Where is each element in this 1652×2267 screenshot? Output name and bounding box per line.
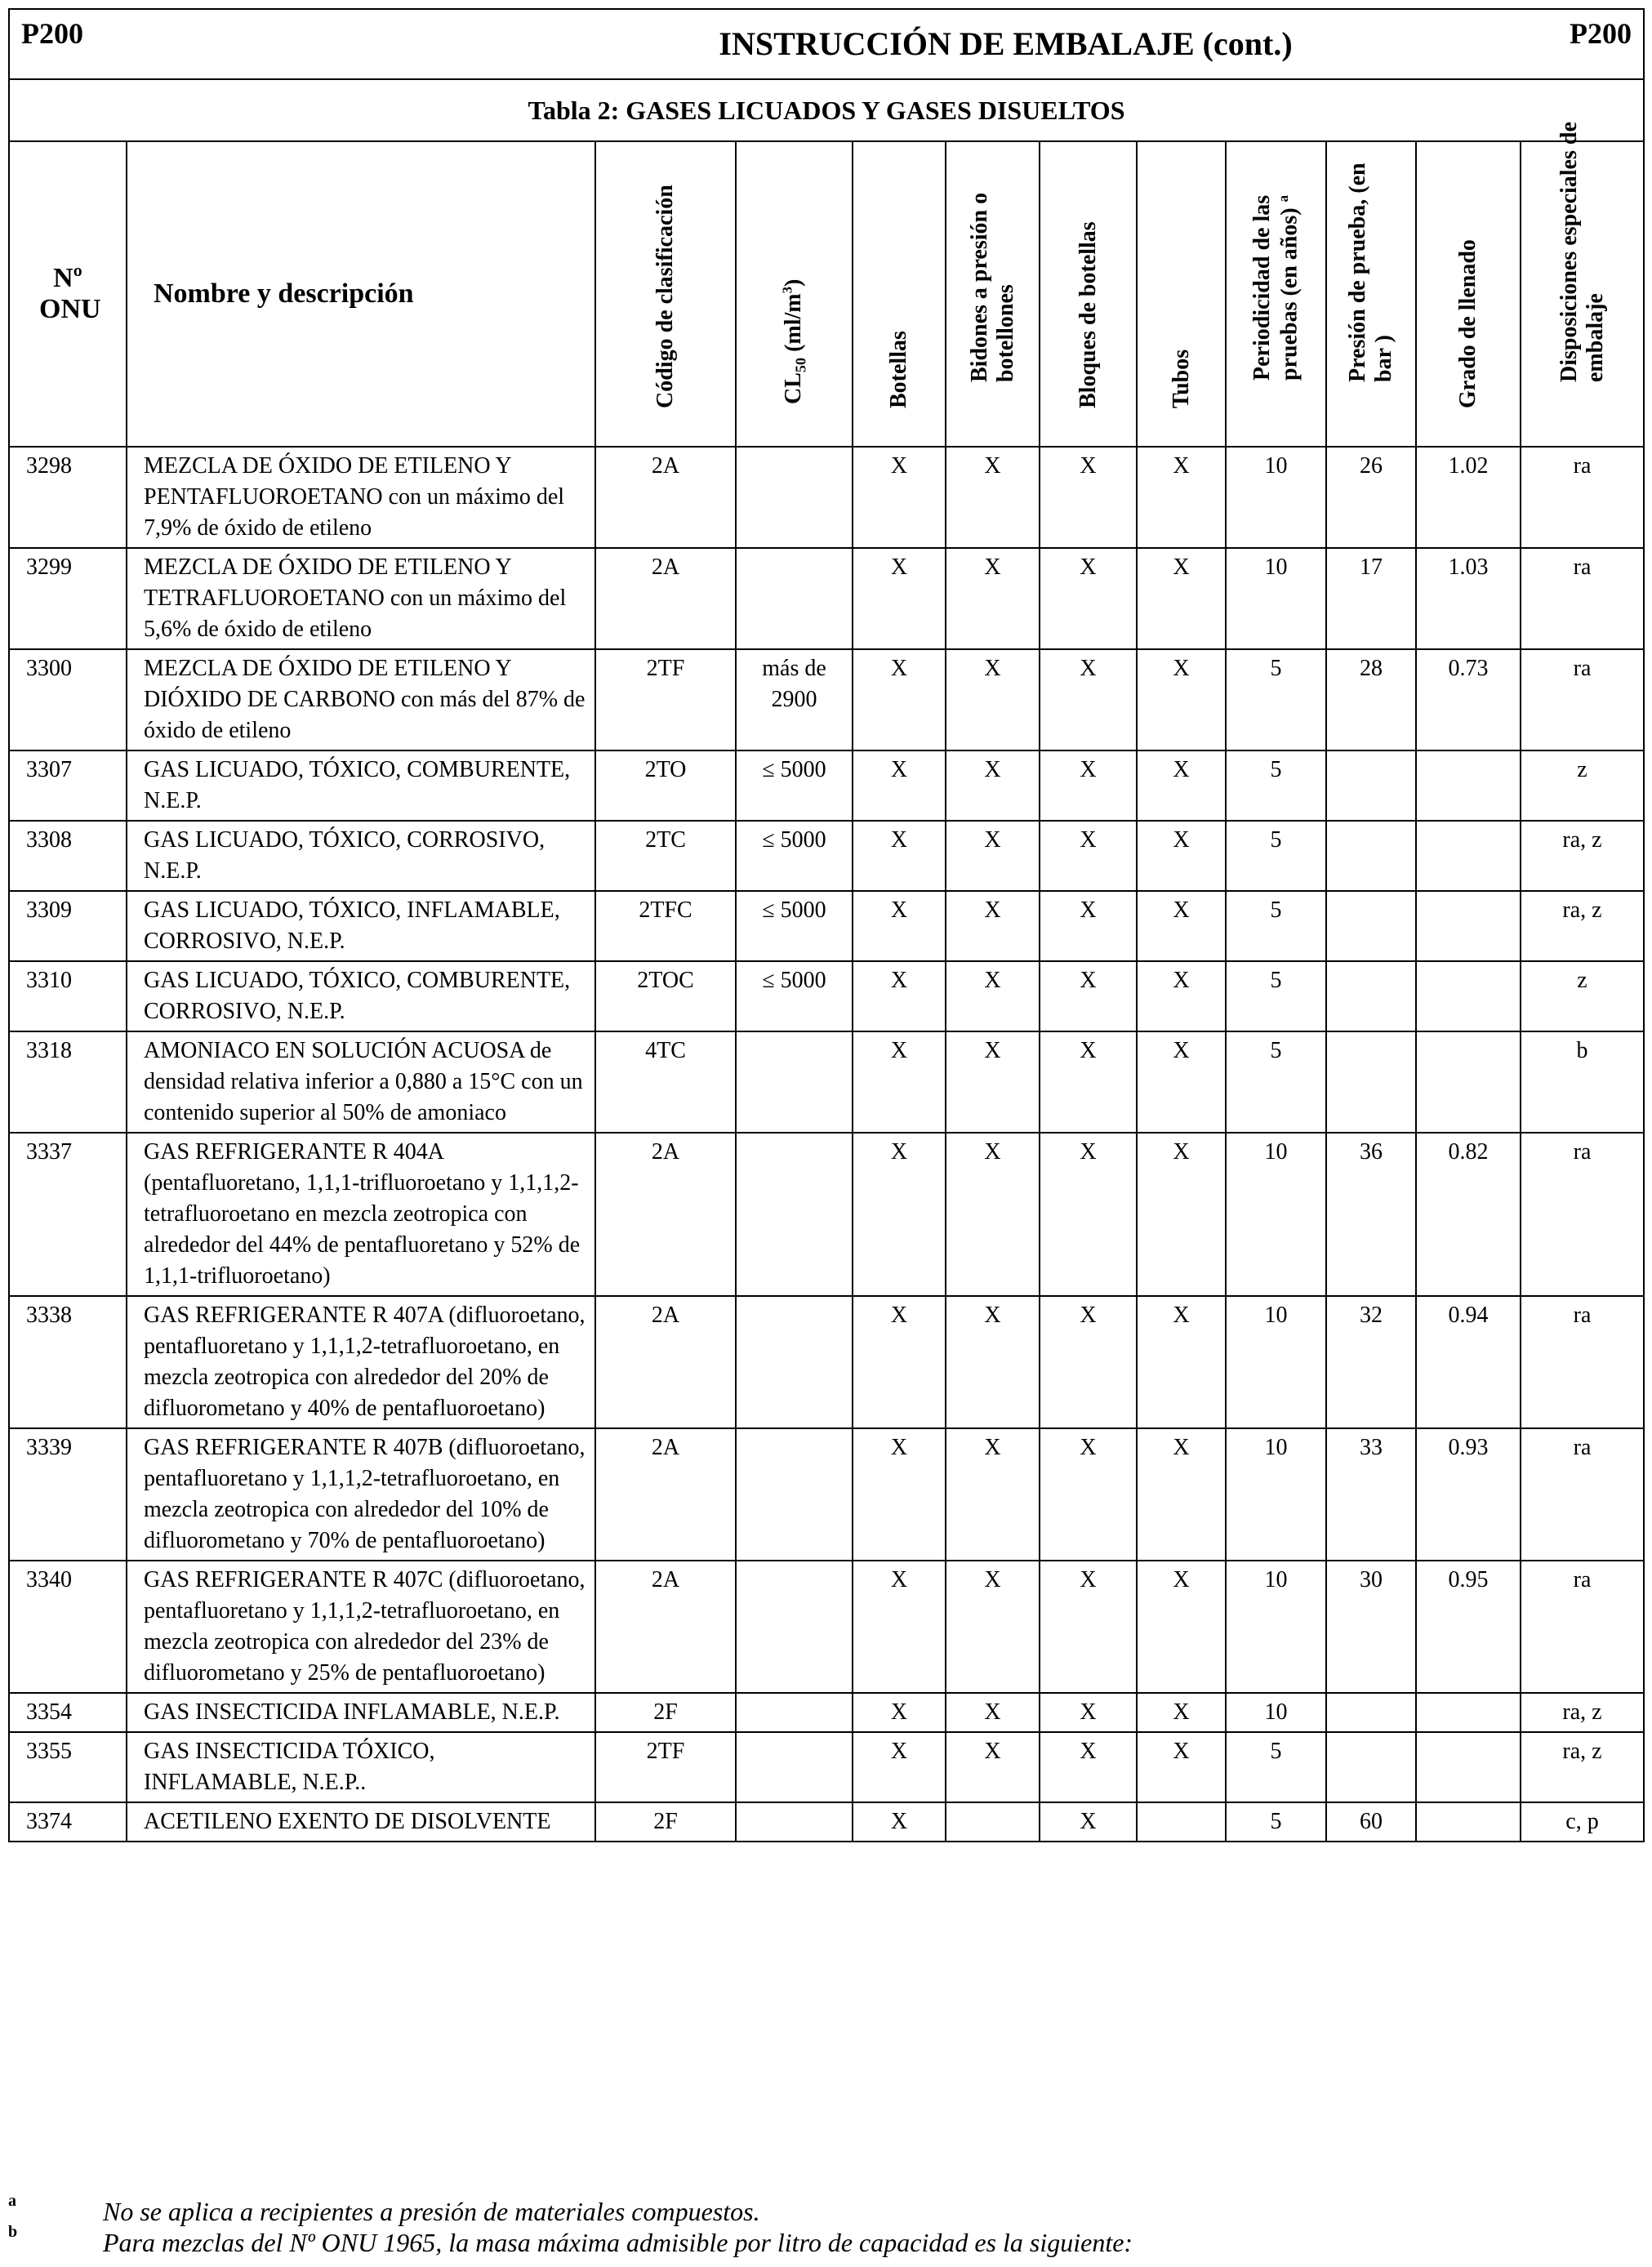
- special-provisions-cell: ra: [1521, 548, 1644, 649]
- bundles-cell: X: [1040, 1693, 1137, 1732]
- bundles-cell: X: [1040, 548, 1137, 649]
- name-cell: GAS LICUADO, TÓXICO, INFLAMABLE, CORROSIVO, N.E.P.: [127, 891, 595, 961]
- footnote-text: Para mezclas del Nº ONU 1965, la masa máxima admisible por litro de capacidad es la siguiente:: [103, 2228, 1133, 2257]
- tubes-cell: X: [1137, 1031, 1226, 1133]
- header-row: [9, 9, 1644, 79]
- col-header-class-code: [595, 141, 736, 447]
- bundles-cell: X: [1040, 750, 1137, 821]
- cylinders-cell: X: [853, 891, 946, 961]
- table-title-row: [9, 79, 1644, 141]
- filling-ratio-cell: 1.03: [1416, 548, 1521, 649]
- un-cell: 3309: [9, 891, 127, 961]
- col-header-filling-ratio-label: Grado de llenado: [1454, 238, 1481, 408]
- col-header-special: [1521, 121, 1644, 447]
- footnote-mark: a: [8, 2192, 16, 2210]
- tubes-cell: X: [1137, 649, 1226, 750]
- test-pressure-cell: 32: [1326, 1296, 1416, 1428]
- test-pressure-cell: 28: [1326, 649, 1416, 750]
- cylinders-cell: X: [853, 1732, 946, 1802]
- filling-ratio-cell: [1416, 1802, 1521, 1842]
- drums-cell: X: [946, 1428, 1040, 1561]
- filling-ratio-cell: 0.95: [1416, 1561, 1521, 1693]
- col-header-cylinders-label: Botellas: [885, 330, 911, 408]
- bundles-cell: X: [1040, 1296, 1137, 1428]
- un-cell: 3338: [9, 1296, 127, 1428]
- test-pressure-cell: 26: [1326, 447, 1416, 548]
- test-period-cell: 10: [1226, 1693, 1326, 1732]
- col-header-class-code-label: Código de clasificación: [652, 185, 678, 408]
- test-pressure-cell: [1326, 1693, 1416, 1732]
- col-header-test-pressure: [1326, 141, 1416, 447]
- col-header-drums: [946, 141, 1040, 447]
- lc50-cell: ≤ 5000: [736, 821, 853, 891]
- bundles-cell: X: [1040, 649, 1137, 750]
- un-cell: 3339: [9, 1428, 127, 1561]
- special-provisions-cell: z: [1521, 750, 1644, 821]
- cylinders-cell: X: [853, 1296, 946, 1428]
- special-provisions-cell: ra: [1521, 1428, 1644, 1561]
- col-header-bundles-label: Bloques de botellas: [1075, 221, 1101, 408]
- drums-cell: X: [946, 750, 1040, 821]
- drums-cell: X: [946, 891, 1040, 961]
- col-header-test-period-label: [1249, 127, 1303, 381]
- filling-ratio-cell: [1416, 1732, 1521, 1802]
- drums-cell: X: [946, 447, 1040, 548]
- name-cell: GAS LICUADO, TÓXICO, CORROSIVO, N.E.P.: [127, 821, 595, 891]
- filling-ratio-cell: 0.93: [1416, 1428, 1521, 1561]
- tubes-cell: X: [1137, 961, 1226, 1031]
- class-code-cell: 2A: [595, 447, 736, 548]
- name-cell: MEZCLA DE ÓXIDO DE ETILENO Y DIÓXIDO DE CARBONO con más del 87% de óxido de etileno: [127, 649, 595, 750]
- footnote-mark: b: [8, 2223, 18, 2241]
- footnote: [8, 2192, 1641, 2228]
- lc50-cell: [736, 1031, 853, 1133]
- class-code-cell: 2A: [595, 1561, 736, 1693]
- bundles-cell: X: [1040, 1732, 1137, 1802]
- class-code-cell: 2F: [595, 1802, 736, 1842]
- bundles-cell: X: [1040, 961, 1137, 1031]
- test-pressure-cell: 17: [1326, 548, 1416, 649]
- class-code-cell: 2A: [595, 1133, 736, 1296]
- table-row: [9, 1428, 1644, 1561]
- filling-ratio-cell: 1.02: [1416, 447, 1521, 548]
- class-code-cell: 2A: [595, 1428, 736, 1561]
- col-header-bundles: [1040, 141, 1137, 447]
- table-row: [9, 1133, 1644, 1296]
- cylinders-cell: X: [853, 961, 946, 1031]
- lc50-cell: [736, 1133, 853, 1296]
- drums-cell: X: [946, 1133, 1040, 1296]
- drums-cell: X: [946, 1732, 1040, 1802]
- name-cell: AMONIACO EN SOLUCIÓN ACUOSA de densidad relativa inferior a 0,880 a 15°C con un contenido superior al 50% de amoniaco: [127, 1031, 595, 1133]
- cylinders-cell: X: [853, 1031, 946, 1133]
- cylinders-cell: X: [853, 1693, 946, 1732]
- test-period-cell: 5: [1226, 1802, 1326, 1842]
- un-cell: 3355: [9, 1732, 127, 1802]
- footnote: [8, 2223, 1641, 2259]
- cylinders-cell: X: [853, 821, 946, 891]
- col-header-test-period: [1226, 141, 1326, 447]
- col-header-un: [9, 141, 127, 447]
- drums-cell: X: [946, 649, 1040, 750]
- cylinders-cell: X: [853, 649, 946, 750]
- lc50-close: ): [780, 278, 806, 287]
- table-row: [9, 1561, 1644, 1693]
- lc50-cell: [736, 1802, 853, 1842]
- filling-ratio-cell: 0.94: [1416, 1296, 1521, 1428]
- lc50-exp: 3: [779, 287, 795, 294]
- name-cell: MEZCLA DE ÓXIDO DE ETILENO Y PENTAFLUOROETANO con un máximo del 7,9% de óxido de etileno: [127, 447, 595, 548]
- table-row: [9, 1031, 1644, 1133]
- name-cell: GAS LICUADO, TÓXICO, COMBURENTE, N.E.P.: [127, 750, 595, 821]
- lc50-cell: ≤ 5000: [736, 750, 853, 821]
- drums-cell: X: [946, 1561, 1040, 1693]
- test-pressure-cell: [1326, 1031, 1416, 1133]
- lc50-cell: más de 2900: [736, 649, 853, 750]
- tubes-cell: X: [1137, 891, 1226, 961]
- test-pressure-cell: [1326, 1732, 1416, 1802]
- bundles-cell: X: [1040, 891, 1137, 961]
- test-pressure-cell: 33: [1326, 1428, 1416, 1561]
- drums-cell: X: [946, 1693, 1040, 1732]
- special-provisions-cell: ra: [1521, 447, 1644, 548]
- lc50-cell: [736, 447, 853, 548]
- lc50-main: CL: [780, 372, 806, 405]
- un-cell: 3340: [9, 1561, 127, 1693]
- filling-ratio-cell: [1416, 1693, 1521, 1732]
- tubes-cell: X: [1137, 821, 1226, 891]
- un-cell: 3374: [9, 1802, 127, 1842]
- test-period-cell: 10: [1226, 548, 1326, 649]
- name-cell: GAS REFRIGERANTE R 407A (difluoroetano, pentafluoretano y 1,1,1,2-tetrafluoroetano, en mezcla zeotropica con alrededor del 20% de difluorometano y 40% de pentafluoroetano): [127, 1296, 595, 1428]
- cylinders-cell: X: [853, 1133, 946, 1296]
- packing-instruction-document: [8, 8, 1643, 1842]
- un-cell: 3299: [9, 548, 127, 649]
- lc50-sub: 50: [792, 358, 808, 373]
- col-header-name-label: Nombre y descripción: [154, 278, 414, 309]
- un-cell: 3300: [9, 649, 127, 750]
- name-cell: GAS REFRIGERANTE R 407B (difluoroetano, pentafluoretano y 1,1,1,2-tetrafluoroetano, en mezcla zeotropica con alrededor del 10% de difluorometano y 70% de pentafluoroetano): [127, 1428, 595, 1561]
- special-provisions-cell: ra: [1521, 1561, 1644, 1693]
- name-cell: GAS LICUADO, TÓXICO, COMBURENTE, CORROSIVO, N.E.P.: [127, 961, 595, 1031]
- table-row: [9, 1693, 1644, 1732]
- lc50-cell: [736, 548, 853, 649]
- col-header-un-label: Nº ONU: [39, 263, 101, 324]
- test-period-cell: 10: [1226, 1296, 1326, 1428]
- test-pressure-cell: [1326, 961, 1416, 1031]
- drums-cell: [946, 1802, 1040, 1842]
- footnotes: [8, 2192, 1641, 2259]
- name-cell: GAS INSECTICIDA INFLAMABLE, N.E.P.: [127, 1693, 595, 1732]
- col-header-filling-ratio: [1416, 141, 1521, 447]
- column-header-row: [9, 141, 1644, 447]
- special-provisions-cell: ra: [1521, 1296, 1644, 1428]
- packing-table: [8, 8, 1645, 1842]
- bundles-cell: X: [1040, 447, 1137, 548]
- filling-ratio-cell: 0.73: [1416, 649, 1521, 750]
- table-row: [9, 447, 1644, 548]
- footnote-ref-a: a: [1275, 195, 1291, 203]
- bundles-cell: X: [1040, 1133, 1137, 1296]
- table-row: [9, 891, 1644, 961]
- lc50-cell: [736, 1732, 853, 1802]
- special-provisions-cell: b: [1521, 1031, 1644, 1133]
- filling-ratio-cell: [1416, 961, 1521, 1031]
- filling-ratio-cell: [1416, 891, 1521, 961]
- class-code-cell: 2A: [595, 1296, 736, 1428]
- test-pressure-cell: [1326, 891, 1416, 961]
- table-row: [9, 961, 1644, 1031]
- cylinders-cell: X: [853, 1428, 946, 1561]
- special-provisions-cell: ra, z: [1521, 1732, 1644, 1802]
- instruction-code-left: P200: [9, 9, 595, 79]
- col-header-cylinders: [853, 141, 946, 447]
- name-cell: GAS INSECTICIDA TÓXICO, INFLAMABLE, N.E.P..: [127, 1732, 595, 1802]
- class-code-cell: 2TC: [595, 821, 736, 891]
- bundles-cell: X: [1040, 1031, 1137, 1133]
- table-title: Tabla 2: GASES LICUADOS Y GASES DISUELTOS: [9, 79, 1644, 141]
- filling-ratio-cell: [1416, 821, 1521, 891]
- test-pressure-cell: 30: [1326, 1561, 1416, 1693]
- bundles-cell: X: [1040, 821, 1137, 891]
- page-title: INSTRUCCIÓN DE EMBALAJE (cont.): [595, 9, 1416, 79]
- tubes-cell: X: [1137, 750, 1226, 821]
- un-cell: 3310: [9, 961, 127, 1031]
- lc50-cell: [736, 1428, 853, 1561]
- col-header-tubes-label: Tubos: [1168, 349, 1194, 408]
- col-header-tubes: [1137, 141, 1226, 447]
- bundles-cell: X: [1040, 1802, 1137, 1842]
- drums-cell: X: [946, 821, 1040, 891]
- test-period-cell: 10: [1226, 1561, 1326, 1693]
- test-pressure-cell: 36: [1326, 1133, 1416, 1296]
- test-period-cell: 5: [1226, 1732, 1326, 1802]
- test-pressure-cell: [1326, 821, 1416, 891]
- special-provisions-cell: ra, z: [1521, 1693, 1644, 1732]
- test-period-text: Periodicidad de las pruebas (en años): [1249, 195, 1302, 381]
- table-row: [9, 548, 1644, 649]
- un-cell: 3354: [9, 1693, 127, 1732]
- col-header-special-label: Disposiciones especiales de embalaje: [1556, 121, 1608, 382]
- class-code-cell: 4TC: [595, 1031, 736, 1133]
- un-cell: 3308: [9, 821, 127, 891]
- drums-cell: X: [946, 961, 1040, 1031]
- test-period-cell: 5: [1226, 1031, 1326, 1133]
- class-code-cell: 2TF: [595, 649, 736, 750]
- tubes-cell: X: [1137, 548, 1226, 649]
- bundles-cell: X: [1040, 1428, 1137, 1561]
- special-provisions-cell: ra, z: [1521, 891, 1644, 961]
- class-code-cell: 2TFC: [595, 891, 736, 961]
- instruction-code-right: P200: [1416, 9, 1644, 79]
- special-provisions-cell: ra, z: [1521, 821, 1644, 891]
- tubes-cell: X: [1137, 1732, 1226, 1802]
- col-header-name: [127, 141, 595, 447]
- special-provisions-cell: ra: [1521, 649, 1644, 750]
- drums-cell: X: [946, 1031, 1040, 1133]
- table-row: [9, 821, 1644, 891]
- tubes-cell: X: [1137, 1133, 1226, 1296]
- lc50-cell: [736, 1561, 853, 1693]
- name-cell: MEZCLA DE ÓXIDO DE ETILENO Y TETRAFLUOROETANO con un máximo del 5,6% de óxido de etileno: [127, 548, 595, 649]
- tubes-cell: X: [1137, 1296, 1226, 1428]
- lc50-unit: (ml/m: [780, 293, 806, 353]
- class-code-cell: 2TOC: [595, 961, 736, 1031]
- col-header-lc50: [736, 141, 853, 447]
- name-cell: ACETILENO EXENTO DE DISOLVENTE: [127, 1802, 595, 1842]
- un-cell: 3337: [9, 1133, 127, 1296]
- test-period-cell: 10: [1226, 1133, 1326, 1296]
- tubes-cell: X: [1137, 1428, 1226, 1561]
- name-cell: GAS REFRIGERANTE R 407C (difluoroetano, pentafluoretano y 1,1,1,2-tetrafluoroetano, en mezcla zeotropica con alrededor del 23% de difluorometano y 25% de pentafluoroetano): [127, 1561, 595, 1693]
- filling-ratio-cell: [1416, 1031, 1521, 1133]
- footnote-text: No se aplica a recipientes a presión de materiales compuestos.: [103, 2197, 760, 2226]
- class-code-cell: 2A: [595, 548, 736, 649]
- un-cell: 3298: [9, 447, 127, 548]
- table-row: [9, 649, 1644, 750]
- test-pressure-cell: [1326, 750, 1416, 821]
- col-header-drums-label: Bidones a presión o botellones: [966, 192, 1018, 382]
- test-period-cell: 10: [1226, 447, 1326, 548]
- test-period-cell: 5: [1226, 961, 1326, 1031]
- lc50-cell: [736, 1693, 853, 1732]
- test-pressure-cell: 60: [1326, 1802, 1416, 1842]
- filling-ratio-cell: 0.82: [1416, 1133, 1521, 1296]
- cylinders-cell: X: [853, 447, 946, 548]
- cylinders-cell: X: [853, 1802, 946, 1842]
- lc50-cell: ≤ 5000: [736, 891, 853, 961]
- filling-ratio-cell: [1416, 750, 1521, 821]
- drums-cell: X: [946, 548, 1040, 649]
- test-period-cell: 5: [1226, 750, 1326, 821]
- tubes-cell: X: [1137, 1561, 1226, 1693]
- tubes-cell: X: [1137, 1693, 1226, 1732]
- test-period-cell: 10: [1226, 1428, 1326, 1561]
- special-provisions-cell: c, p: [1521, 1802, 1644, 1842]
- test-period-cell: 5: [1226, 891, 1326, 961]
- cylinders-cell: X: [853, 750, 946, 821]
- table-body: [9, 447, 1644, 1842]
- class-code-cell: 2F: [595, 1693, 736, 1732]
- drums-cell: X: [946, 1296, 1040, 1428]
- table-row: [9, 1732, 1644, 1802]
- table-row: [9, 1296, 1644, 1428]
- table-row: [9, 750, 1644, 821]
- col-header-test-pressure-label: Presión de prueba, (en bar ): [1344, 163, 1396, 382]
- un-cell: 3318: [9, 1031, 127, 1133]
- cylinders-cell: X: [853, 1561, 946, 1693]
- bundles-cell: X: [1040, 1561, 1137, 1693]
- special-provisions-cell: z: [1521, 961, 1644, 1031]
- class-code-cell: 2TO: [595, 750, 736, 821]
- table-row: [9, 1802, 1644, 1842]
- test-period-cell: 5: [1226, 821, 1326, 891]
- special-provisions-cell: ra: [1521, 1133, 1644, 1296]
- tubes-cell: X: [1137, 447, 1226, 548]
- col-header-lc50-label: [779, 127, 809, 404]
- un-cell: 3307: [9, 750, 127, 821]
- test-period-cell: 5: [1226, 649, 1326, 750]
- cylinders-cell: X: [853, 548, 946, 649]
- lc50-cell: ≤ 5000: [736, 961, 853, 1031]
- lc50-cell: [736, 1296, 853, 1428]
- tubes-cell: [1137, 1802, 1226, 1842]
- name-cell: GAS REFRIGERANTE R 404A (pentafluoretano, 1,1,1-trifluoroetano y 1,1,1,2-tetrafluoroetano en mezcla zeotropica con alrededor del 44% de pentafluoretano y 52% de 1,1,1-trifluoroetano): [127, 1133, 595, 1296]
- class-code-cell: 2TF: [595, 1732, 736, 1802]
